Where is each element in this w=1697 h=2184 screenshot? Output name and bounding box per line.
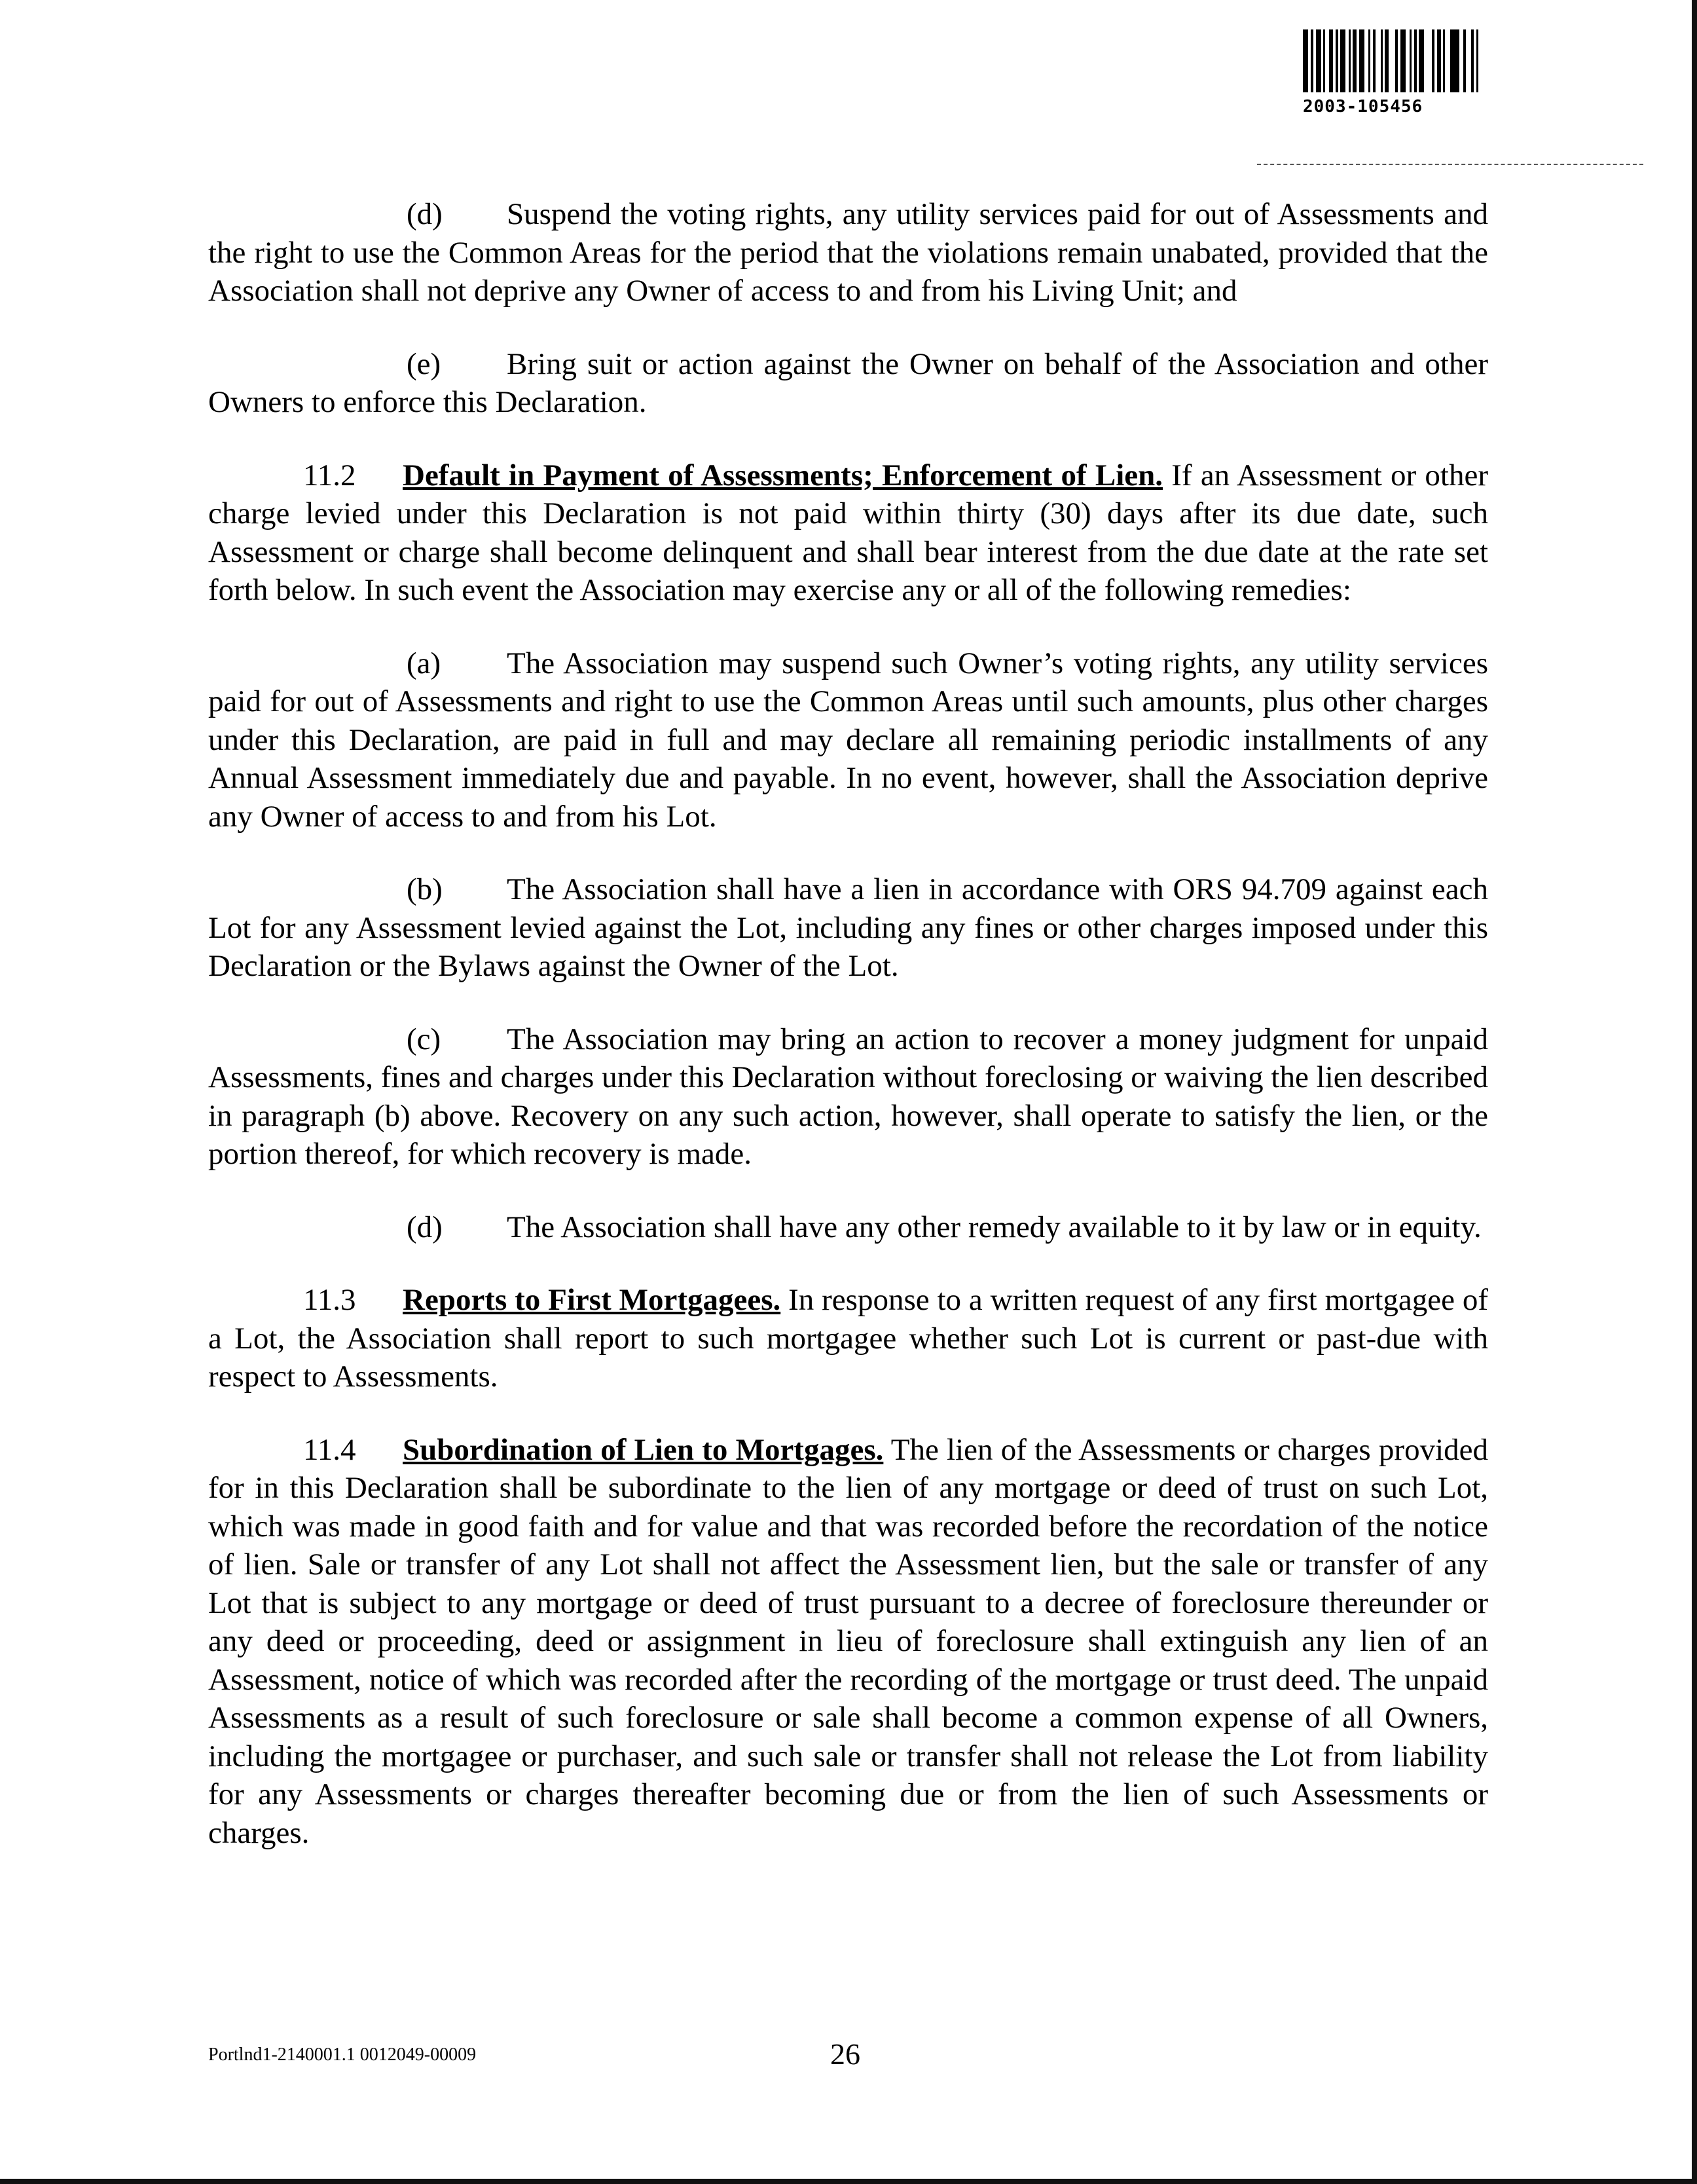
remedy-c	[208, 1020, 1488, 1174]
item-text: The Association may suspend such Owner’s voting rights, any utility services paid for out of Assessments and right to use the Common Areas until such amounts, plus other charges under this Declaration, are paid in full and may declare all remaining periodic installments of any Annual Assessment immediately due and payable. In no event, however, shall the Association deprive any Owner of access to and from his Lot.	[208, 646, 1488, 834]
section-text: The lien of the Assessments or charges provided for in this Declaration shall be subordinate to the lien of any mortgage or deed of trust on such Lot, which was made in good faith and for value and that was recorded before the recordation of the notice of lien. Sale or transfer of any Lot shall not affect the Assessment lien, but the sale or transfer of any Lot that is subject to any mortgage or deed of trust pursuant to a decree of foreclosure thereunder or any deed or proceeding, deed or assignment in lieu of foreclosure shall extinguish any lien of an Assessment, notice of which was recorded after the recording of the mortgage or trust deed. The unpaid Assessments as a result of such foreclosure or sale shall become a common expense of all Owners, including the mortgagee or purchaser, and such sale or transfer shall not release the Lot from liability for any Assessments or charges thereafter becoming due or from the lien of such Assessments or charges.	[208, 1432, 1488, 1850]
header-divider	[1257, 164, 1643, 165]
item-label: (c)	[407, 1022, 441, 1056]
section-text: In response to a written request of any first mortgagee of a Lot, the Association shall report to such mortgagee whether such Lot is current or past-due with respect to Assessments.	[208, 1283, 1488, 1394]
page-number: 26	[830, 2037, 860, 2071]
section-heading: Default in Payment of Assessments; Enforcement of Lien.	[403, 458, 1163, 492]
item-label: (a)	[407, 646, 441, 680]
document-body	[208, 195, 1488, 1887]
remedy-d	[208, 1208, 1488, 1247]
section-number: 11.3	[303, 1283, 356, 1317]
barcode-number: 2003-105456	[1303, 97, 1423, 117]
item-label: (e)	[407, 346, 441, 381]
section-number: 11.4	[303, 1432, 356, 1467]
item-label: (b)	[407, 872, 443, 906]
section-heading: Reports to First Mortgagees.	[403, 1283, 781, 1317]
item-text: The Association shall have any other remedy available to it by law or in equity.	[507, 1210, 1482, 1244]
section-11-3	[208, 1281, 1488, 1396]
section-heading: Subordination of Lien to Mortgages.	[403, 1432, 884, 1467]
paragraph-e-bring-suit	[208, 345, 1488, 422]
section-number: 11.2	[303, 458, 356, 492]
section-text: If an Assessment or other charge levied under this Declaration is not paid within thirty (30) days after its due date, such Assessment or charge shall become delinquent and shall bear interest from the due date at the rate set forth below. In such event the Association may exercise any or all of the following remedies:	[208, 458, 1488, 607]
item-text: The Association may bring an action to recover a money judgment for unpaid Assessments, fines and charges under this Declaration without foreclosing or waiving the lien described in paragraph (b) above. Recovery on any such action, however, shall operate to satisfy the lien, or the portion thereof, for which recovery is made.	[208, 1022, 1488, 1171]
remedy-b	[208, 870, 1488, 986]
footer-document-id: Portlnd1-2140001.1 0012049-00009	[208, 2045, 477, 2065]
section-11-2	[208, 456, 1488, 610]
item-text: The Association shall have a lien in accordance with ORS 94.709 against each Lot for any Assessment levied against the Lot, including any fines or other charges imposed under this Declaration or the Bylaws against the Owner of the Lot.	[208, 872, 1488, 983]
item-label: (d)	[407, 197, 443, 231]
section-11-4	[208, 1431, 1488, 1853]
item-label: (d)	[407, 1210, 443, 1244]
recording-barcode	[1303, 29, 1597, 92]
item-text: Suspend the voting rights, any utility services paid for out of Assessments and the right to use the Common Areas for the period that the violations remain unabated, provided that the Association shall not deprive any Owner of access to and from his Living Unit; and	[208, 197, 1488, 308]
remedy-a	[208, 644, 1488, 836]
paragraph-d-suspend	[208, 195, 1488, 310]
page-edge-bottom	[0, 2179, 1697, 2184]
item-text: Bring suit or action against the Owner on behalf of the Association and other Owners to enforce this Declaration.	[208, 346, 1488, 419]
page-edge-right	[1692, 0, 1697, 2184]
